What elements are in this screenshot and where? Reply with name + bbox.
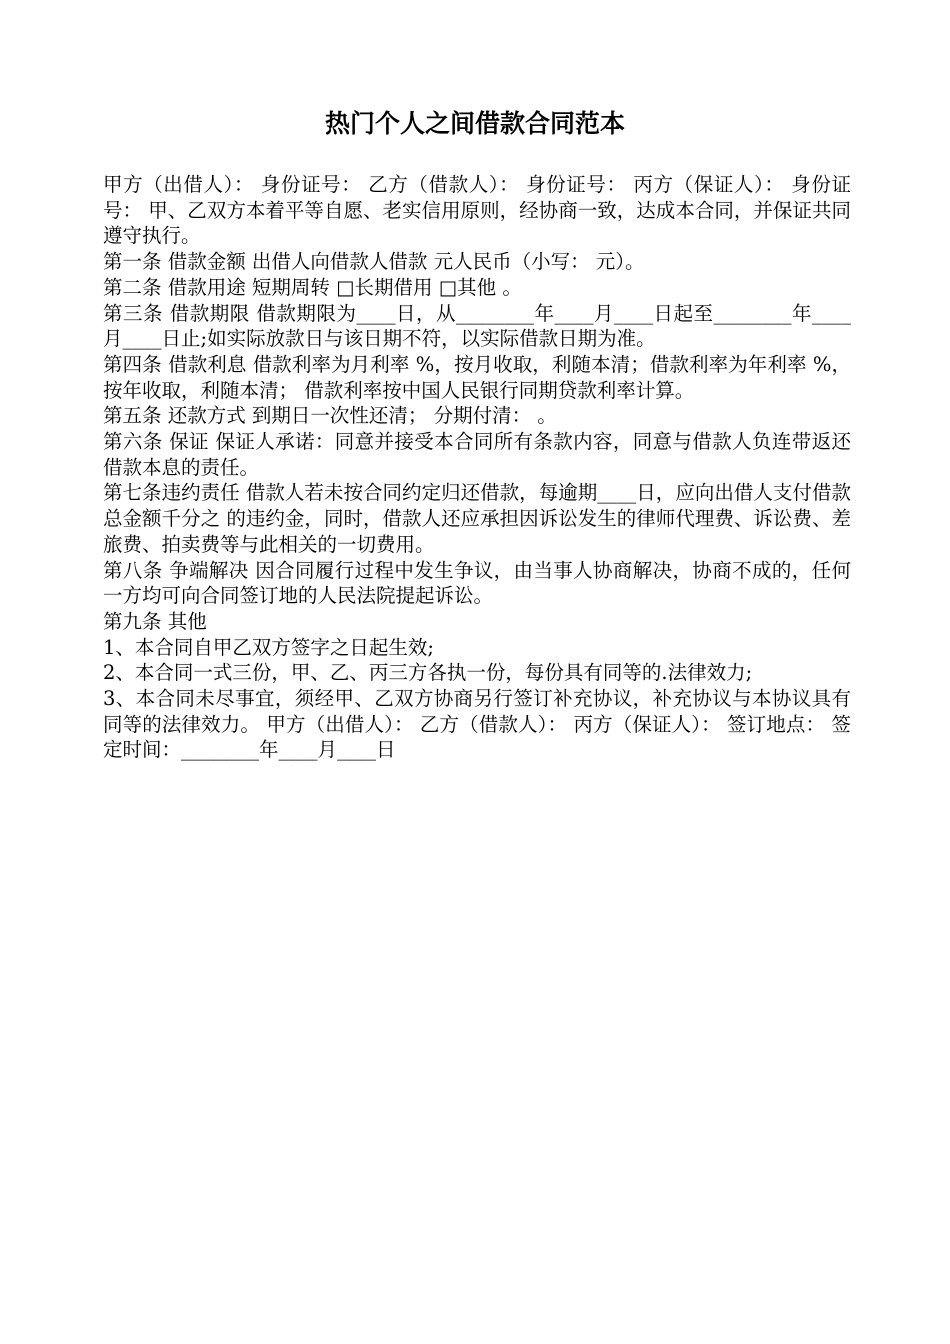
clause-3-signatures: 3、本合同未尽事宜，须经甲、乙双方协商另行签订补充协议，补充协议与本协议具有同等的法律效力。 甲方（出借人）： 乙方（借款人）： 丙方（保证人）： 签订地点： 签定时间：________年____月____日 <box>103 687 851 762</box>
article-3-loan-term: 第三条 借款期限 借款期限为____日，从________年____月____日起至________年____月____日止;如实际放款日与该日期不符，以实际借款日期为准。 <box>103 301 851 351</box>
article-5-repayment: 第五条 还款方式 到期日一次性还清； 分期付清： 。 <box>103 404 557 428</box>
document-body <box>103 172 851 763</box>
clause-1: 1、本合同自甲乙双方签字之日起生效; <box>103 635 434 659</box>
parties-paragraph: 甲方（出借人）： 身份证号： 乙方（借款人）： 身份证号： 丙方（保证人）： 身份证号： 甲、乙双方本着平等自愿、老实信用原则，经协商一致，达成本合同，并保证共同遵守执行。 <box>103 173 851 248</box>
clause-2: 2、本合同一式三份，甲、乙、丙三方各执一份，每份具有同等的.法律效力; <box>103 661 753 685</box>
article-9-other: 第九条 其他 <box>103 609 207 633</box>
document-title: 热门个人之间借款合同范本 <box>324 109 625 138</box>
article-7-liability: 第七条违约责任 借款人若未按合同约定归还借款，每逾期____日，应向出借人支付借款总金额千分之 的违约金，同时，借款人还应承担因诉讼发生的律师代理费、诉讼费、差旅费、拍卖费等与此相关的一切费用。 <box>103 481 851 556</box>
article-1-loan-amount: 第一条 借款金额 出借人向借款人借款 元人民币（小写： 元）。 <box>103 250 645 274</box>
article-8-dispute: 第八条 争端解决 因合同履行过程中发生争议，由当事人协商解决，协商不成的，任何一方均可向合同签订地的人民法院提起诉讼。 <box>103 558 851 608</box>
article-6-guarantee: 第六条 保证 保证人承诺：同意并接受本合同所有条款内容，同意与借款人负连带返还借款本息的责任。 <box>103 430 851 479</box>
article-4-interest: 第四条 借款利息 借款利率为月利率 %，按月收取，利随本清；借款利率为年利率 %，按年收取，利随本清； 借款利率按中国人民银行同期贷款利率计算。 <box>103 352 851 402</box>
article-2-loan-purpose: 第二条 借款用途 短期周转 □长期借用 □其他 。 <box>103 275 522 299</box>
